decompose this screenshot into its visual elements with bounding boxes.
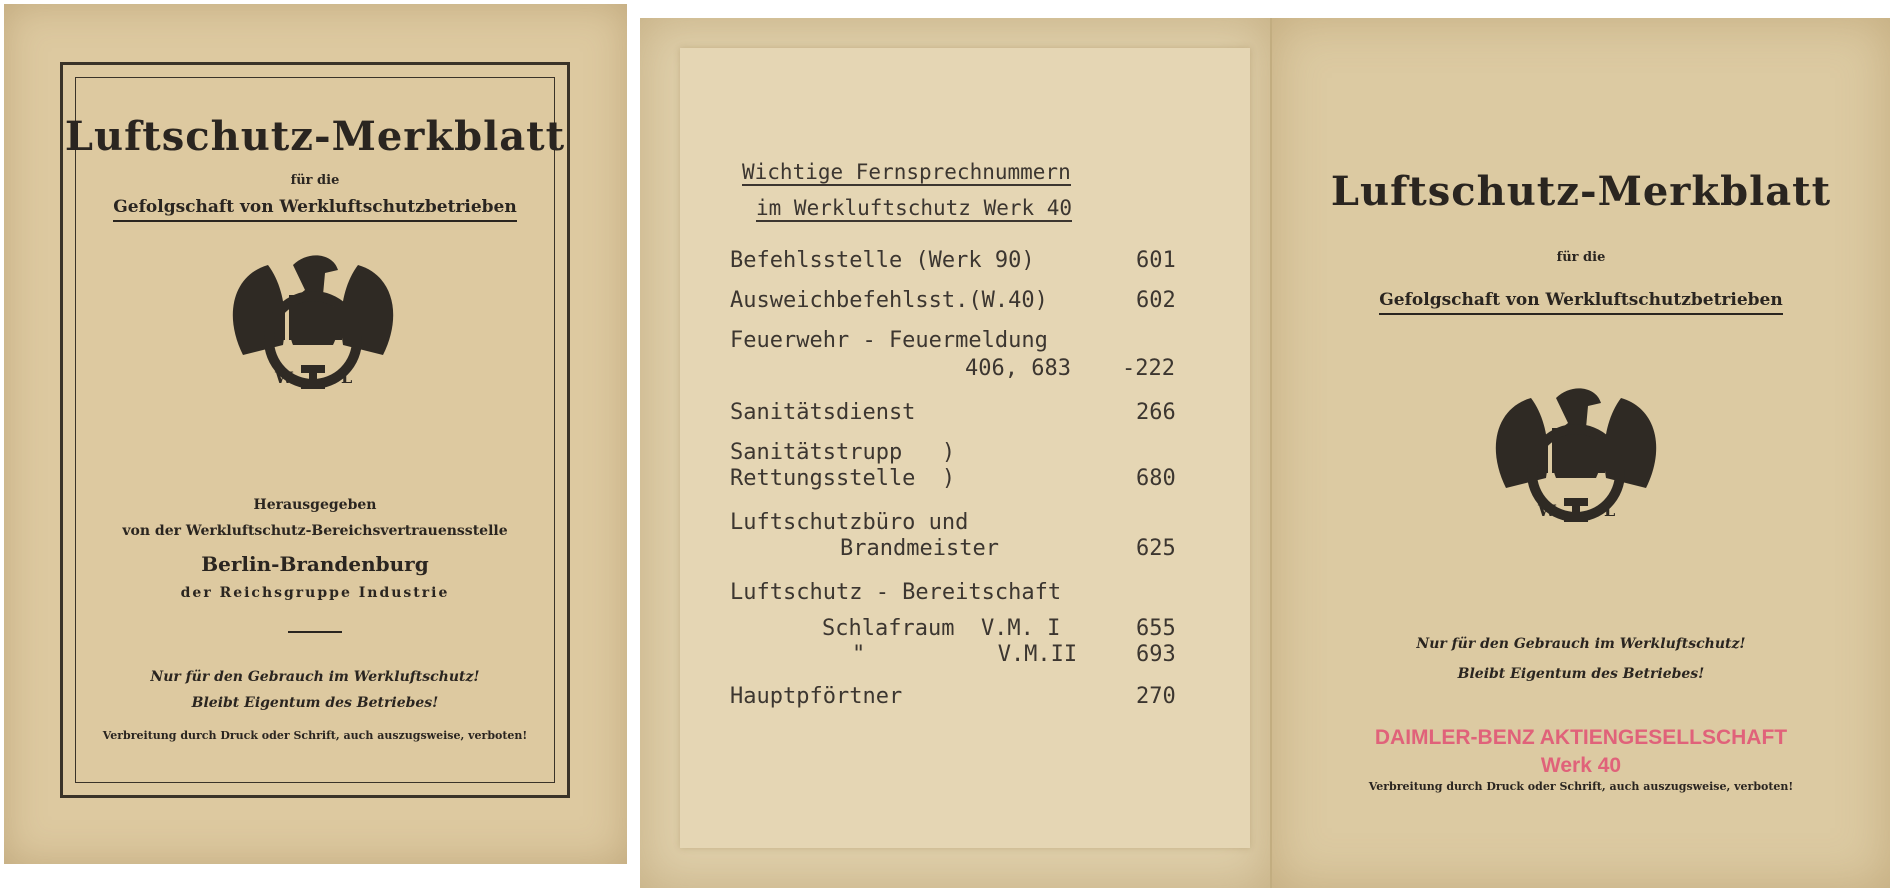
- cover-region: Berlin-Brandenburg: [201, 552, 429, 576]
- phone-entry-label: Sanitätsdienst: [730, 400, 916, 425]
- phone-entry-label: Schlafraum V.M. I: [822, 616, 1061, 641]
- phone-entry-label: Hauptpförtner: [730, 684, 903, 709]
- phone-numbers-page: [640, 18, 1270, 888]
- title-page-notice-property: Bleibt Eigentum des Betriebes!: [1457, 666, 1705, 682]
- cover-notice-use: Nur für den Gebrauch im Werkluftschutz!: [150, 669, 480, 685]
- cover-group: der Reichsgruppe Industrie: [180, 585, 450, 601]
- title-page-subtitle: Gefolgschaft von Werkluftschutzbetrieben: [1379, 290, 1782, 315]
- cover-notice-copy: Verbreitung durch Druck oder Schrift, auch auszugsweise, verboten!: [102, 729, 528, 742]
- phone-entry-label: Befehlsstelle (Werk 90): [730, 248, 1035, 273]
- phone-entry-label: Luftschutz - Bereitschaft: [730, 580, 1062, 605]
- phone-entry-number: 266: [1136, 400, 1176, 425]
- phone-entry-number: 680: [1136, 466, 1176, 491]
- phone-entry-number: 693: [1136, 642, 1176, 667]
- phone-entry-number: -222: [1122, 356, 1175, 381]
- title-page: [1270, 18, 1890, 888]
- cover-subtitle-small: für die: [290, 173, 340, 188]
- phone-heading-1: Wichtige Fernsprechnummern: [742, 160, 1071, 184]
- title-page-heading: Luftschutz-Merkblatt: [1330, 168, 1832, 215]
- company-stamp-name: DAIMLER-BENZ AKTIENGESELLSCHAFT: [1374, 726, 1788, 749]
- company-stamp-werk: Werk 40: [1540, 754, 1622, 777]
- cover-publisher-line-2: von der Werkluftschutz-Bereichsvertrauensstelle: [122, 523, 508, 539]
- eagle-emblem-icon: [1476, 378, 1676, 538]
- svg-text:L: L: [341, 368, 353, 387]
- cover-subtitle: Gefolgschaft von Werkluftschutzbetrieben: [113, 197, 516, 222]
- title-page-subtitle-small: für die: [1556, 250, 1606, 265]
- booklet-cover: [4, 4, 627, 864]
- phone-entry-label: Brandmeister: [840, 536, 999, 561]
- cover-title: Luftschutz-Merkblatt: [64, 113, 566, 160]
- phone-entry-label: Rettungsstelle ): [730, 466, 956, 491]
- cover-frame: [60, 62, 570, 798]
- title-page-notice-use: Nur für den Gebrauch im Werkluftschutz!: [1416, 636, 1746, 652]
- phone-entry-label: Luftschutzbüro und: [730, 510, 969, 535]
- svg-text:W: W: [1538, 501, 1556, 520]
- phone-entry-label: 406, 683: [965, 356, 1071, 381]
- svg-text:W: W: [275, 368, 293, 387]
- phone-entry-number: 625: [1136, 536, 1176, 561]
- phone-entry-number: 602: [1136, 288, 1176, 313]
- typed-sheet: [680, 48, 1250, 848]
- phone-entry-label: Ausweichbefehlsst.(W.40): [730, 288, 1048, 313]
- cover-publisher-line-1: Herausgegeben: [253, 497, 377, 513]
- phone-entry-label: Feuerwehr - Feuermeldung: [730, 328, 1048, 353]
- phone-entry-number: 601: [1136, 248, 1176, 273]
- eagle-emblem-icon: [213, 245, 413, 405]
- phone-entry-label: " V.M.II: [852, 642, 1078, 667]
- cover-notice-property: Bleibt Eigentum des Betriebes!: [191, 695, 439, 711]
- phone-entry-label: Sanitätstrupp ): [730, 440, 956, 465]
- phone-entry-number: 655: [1136, 616, 1176, 641]
- phone-heading-2: im Werkluftschutz Werk 40: [756, 196, 1073, 220]
- cover-divider: [63, 631, 567, 633]
- phone-entry-number: 270: [1136, 684, 1176, 709]
- svg-text:L: L: [1604, 501, 1616, 520]
- title-page-notice-copy: Verbreitung durch Druck oder Schrift, auch auszugsweise, verboten!: [1368, 780, 1794, 793]
